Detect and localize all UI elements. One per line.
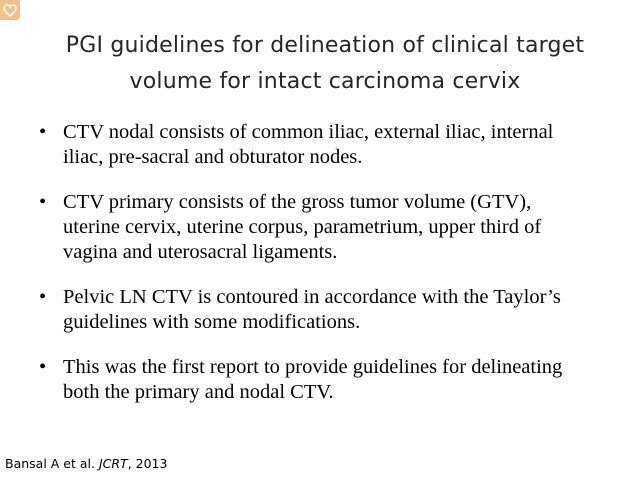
bullet-marker: • <box>39 356 47 378</box>
bullet-marker: • <box>39 121 47 143</box>
citation-authors: Bansal A et al. <box>5 456 99 471</box>
citation-journal: JCRT <box>98 456 128 471</box>
bullet-item <box>0 190 583 265</box>
bullet-marker: • <box>39 286 47 308</box>
bullet-item <box>0 285 583 335</box>
bullet-item <box>0 355 583 405</box>
citation-year: , 2013 <box>127 456 168 471</box>
slide-title: PGI guidelines for delineation of clinical target volume for intact carcinoma cervix <box>65 33 585 94</box>
heart-logo-icon <box>0 0 20 20</box>
bullet-text: Pelvic LN CTV is contoured in accordance with the Taylor’s guidelines with some modifications. <box>63 286 561 333</box>
bullet-text: CTV primary consists of the gross tumor volume (GTV), uterine cervix, uterine corpus, parametrium, upper third of vagina and uterosacral ligaments. <box>63 191 542 263</box>
bullet-item <box>0 120 583 170</box>
bullet-list <box>0 120 638 425</box>
citation <box>5 456 167 471</box>
bullet-marker: • <box>39 191 47 213</box>
bullet-text: CTV nodal consists of common iliac, external iliac, internal iliac, pre-sacral and obturator nodes. <box>63 121 554 168</box>
bullet-text: This was the first report to provide guidelines for delineating both the primary and nodal CTV. <box>63 356 563 403</box>
